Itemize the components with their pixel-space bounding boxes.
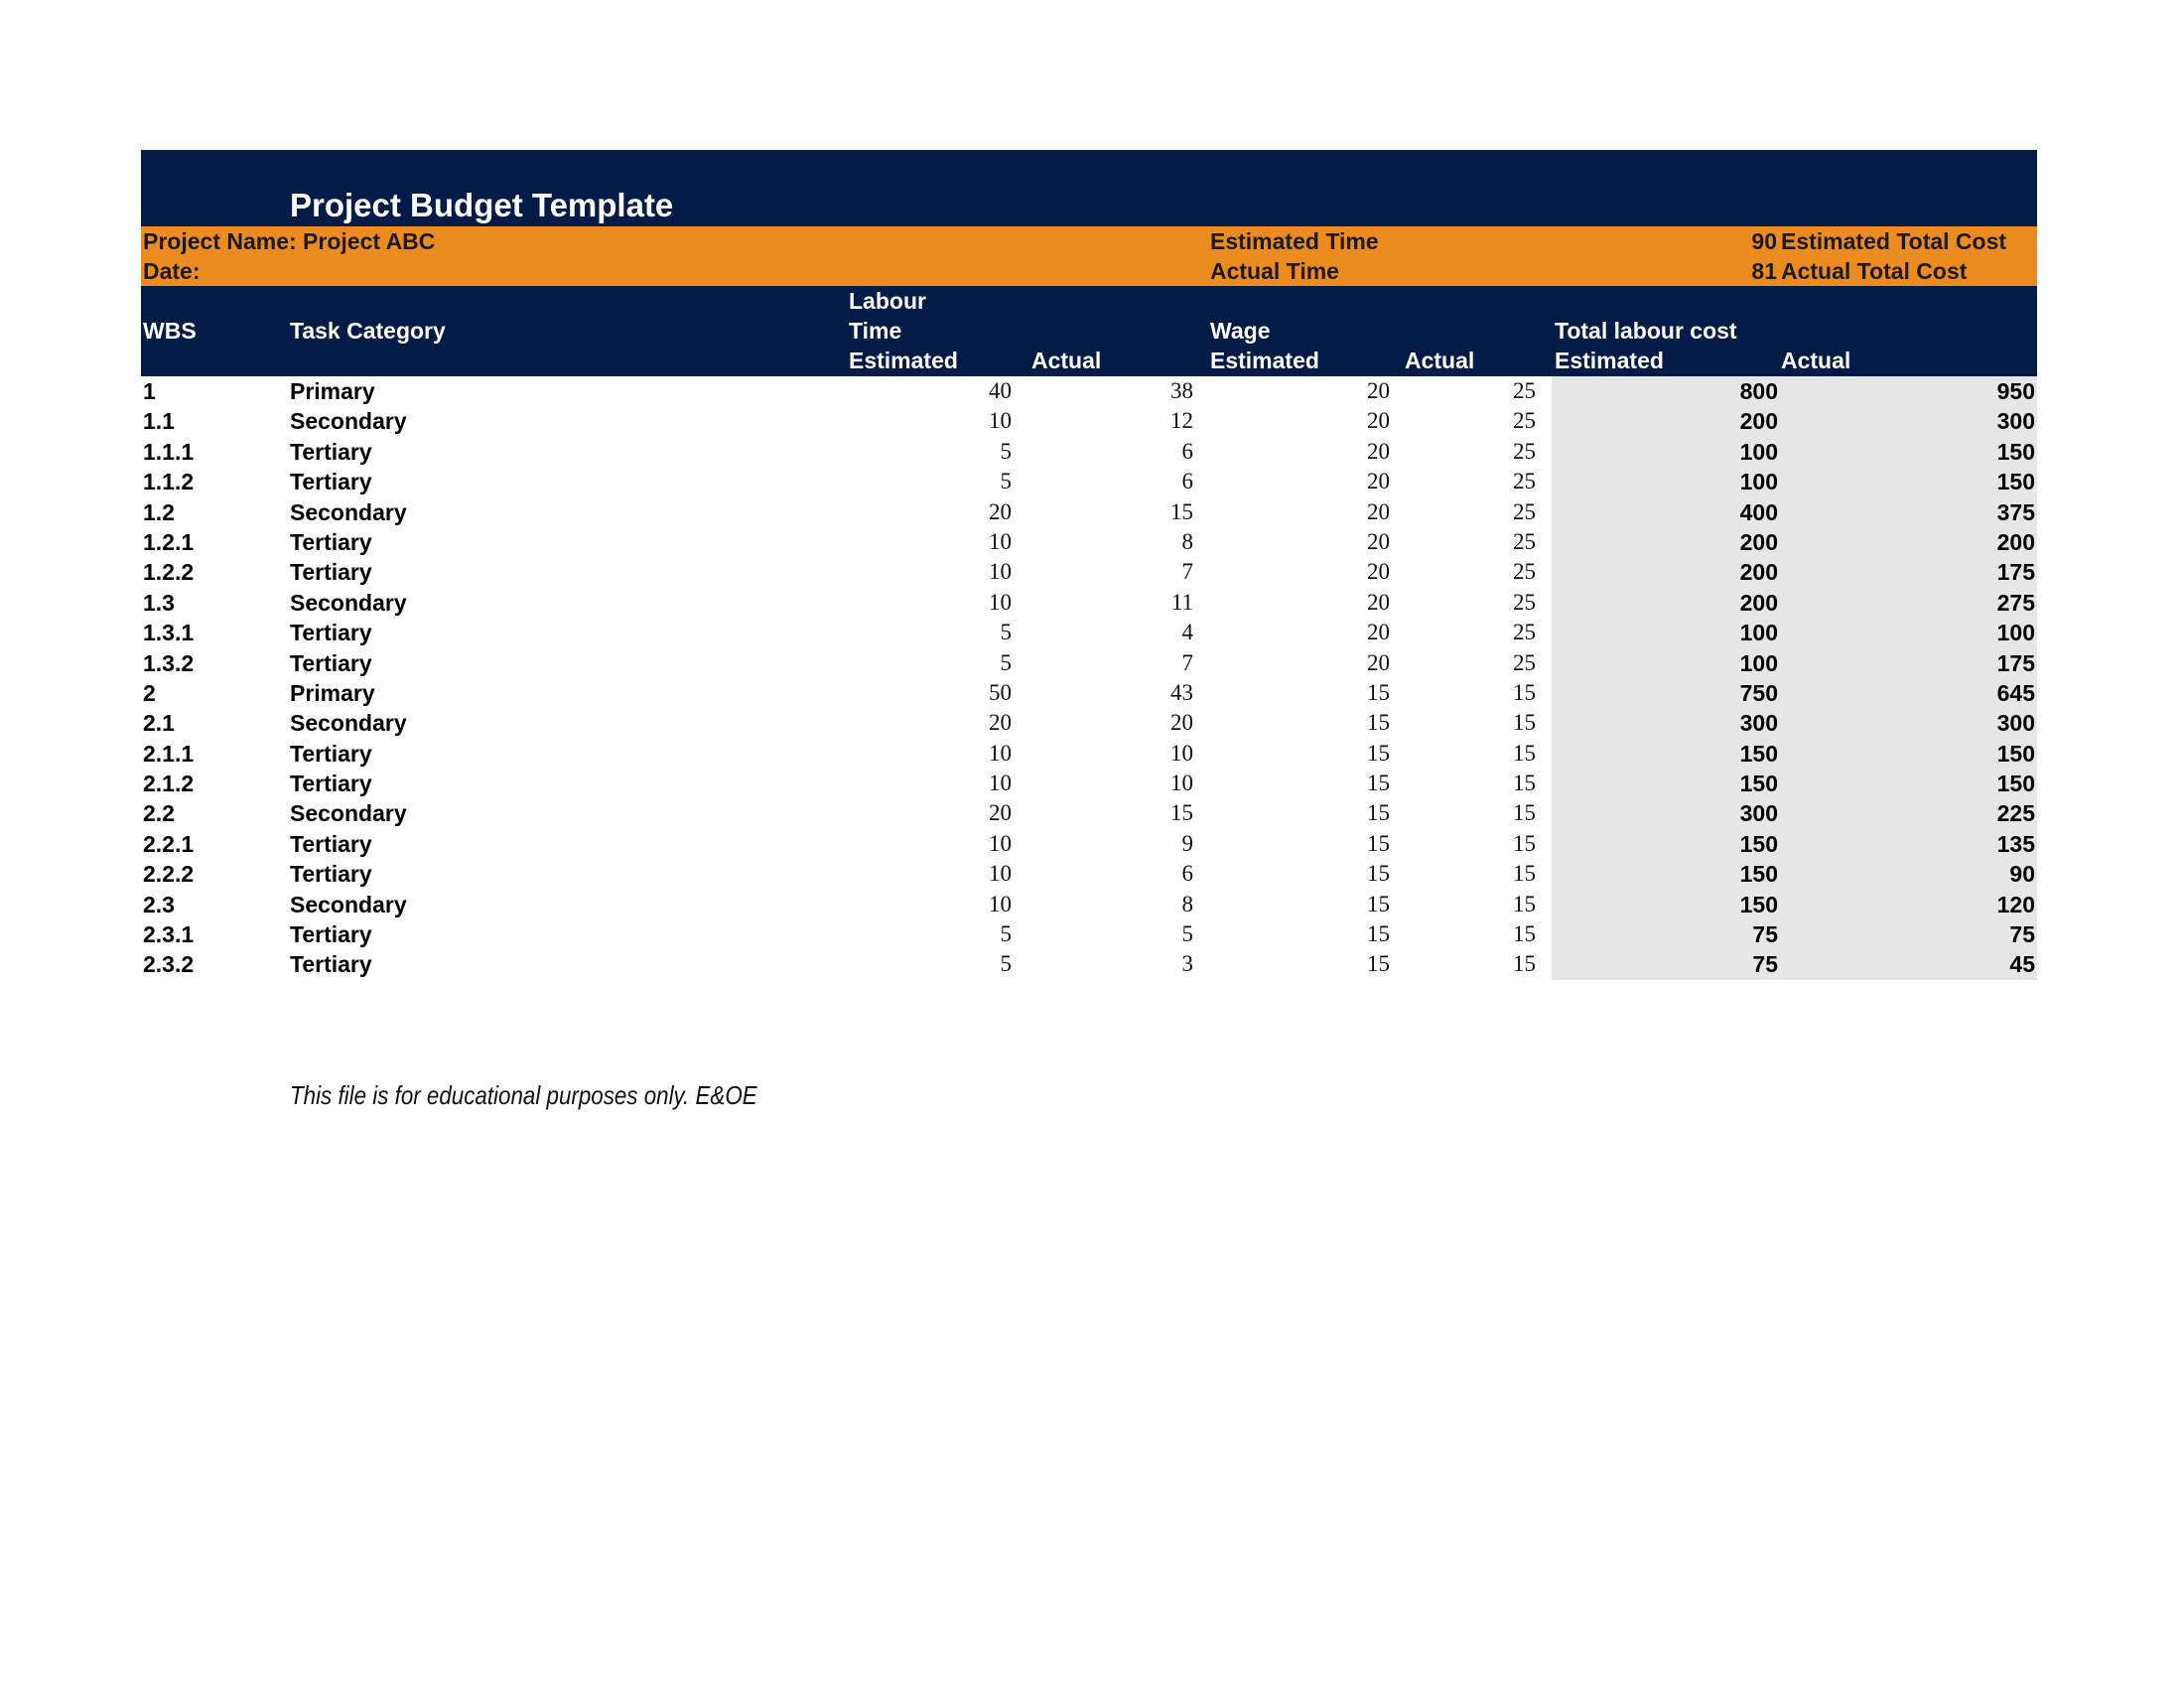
- cost-shading: [1552, 708, 2037, 738]
- time-estimated-cell: 50: [989, 679, 1012, 705]
- wage-actual-cell: 25: [1513, 649, 1536, 675]
- task-category-cell: Tertiary: [290, 528, 372, 555]
- time-estimated-cell: 5: [1000, 649, 1012, 675]
- header-time-actual: Actual: [1031, 348, 1102, 373]
- cost-shading: [1552, 527, 2037, 557]
- cost-shading: [1552, 588, 2037, 618]
- date-label: Date:: [143, 258, 201, 284]
- time-estimated-cell: 10: [989, 830, 1012, 856]
- cost-actual-cell: 200: [1996, 528, 2035, 555]
- time-estimated-cell: 10: [989, 408, 1012, 434]
- wage-actual-cell: 25: [1513, 559, 1536, 585]
- wage-actual-cell: 15: [1513, 679, 1536, 705]
- task-category-cell: Secondary: [290, 589, 407, 616]
- wage-actual-cell: 15: [1513, 830, 1536, 856]
- task-category-cell: Secondary: [290, 498, 407, 525]
- cost-shading: [1552, 497, 2037, 527]
- time-estimated-cell: 5: [1000, 620, 1012, 645]
- task-category-cell: Tertiary: [290, 921, 372, 948]
- wage-estimated-cell: 15: [1367, 921, 1390, 947]
- table-row: [141, 829, 2037, 859]
- time-estimated-cell: 20: [989, 710, 1012, 736]
- cost-actual-cell: 75: [2009, 921, 2035, 948]
- time-estimated-cell: 10: [989, 891, 1012, 916]
- cost-estimated-cell: 75: [1752, 921, 1778, 948]
- table-row: [141, 949, 2037, 979]
- table-header: [141, 286, 2037, 376]
- header-labour: Labour: [849, 288, 926, 314]
- cost-estimated-cell: 150: [1739, 771, 1778, 797]
- table-row: [141, 739, 2037, 769]
- task-category-cell: Secondary: [290, 710, 407, 737]
- header-time-estimated: Estimated: [849, 348, 958, 373]
- wage-estimated-cell: 20: [1367, 498, 1390, 524]
- cost-actual-cell: 150: [1996, 438, 2035, 465]
- cost-estimated-cell: 750: [1739, 679, 1778, 706]
- wage-actual-cell: 25: [1513, 589, 1536, 615]
- task-category-cell: Tertiary: [290, 951, 372, 978]
- time-actual-cell: 9: [1181, 830, 1193, 856]
- wage-estimated-cell: 15: [1367, 679, 1390, 705]
- wage-estimated-cell: 20: [1367, 620, 1390, 645]
- time-actual-cell: 11: [1170, 589, 1193, 615]
- cost-estimated-cell: 150: [1739, 740, 1778, 767]
- wbs-cell: 2.2.1: [143, 830, 195, 857]
- cost-actual-cell: 300: [1996, 408, 2035, 435]
- wbs-cell: 2.1.2: [143, 771, 195, 797]
- wage-actual-cell: 15: [1513, 921, 1536, 947]
- cost-estimated-cell: 200: [1739, 589, 1778, 616]
- task-category-cell: Tertiary: [290, 559, 372, 586]
- task-category-cell: Tertiary: [290, 620, 372, 646]
- table-row: [141, 406, 2037, 436]
- wbs-cell: 1.3.1: [143, 620, 195, 646]
- cost-estimated-cell: 300: [1739, 800, 1778, 827]
- cost-actual-cell: 175: [1996, 559, 2035, 586]
- task-category-cell: Tertiary: [290, 861, 372, 888]
- cost-shading: [1552, 859, 2037, 889]
- time-estimated-cell: 5: [1000, 951, 1012, 977]
- cost-actual-cell: 950: [1996, 378, 2035, 404]
- wage-estimated-cell: 15: [1367, 951, 1390, 977]
- table-row: [141, 618, 2037, 647]
- table-row: [141, 798, 2037, 828]
- cost-actual-cell: 275: [1996, 589, 2035, 616]
- cost-shading: [1552, 890, 2037, 919]
- wage-actual-cell: 25: [1513, 469, 1536, 494]
- table-row: [141, 890, 2037, 919]
- wbs-cell: 2.2.2: [143, 861, 195, 888]
- time-estimated-cell: 5: [1000, 921, 1012, 947]
- header-wbs: WBS: [143, 318, 197, 344]
- cost-estimated-cell: 150: [1739, 891, 1778, 917]
- cost-estimated-cell: 300: [1739, 710, 1778, 737]
- cost-shading: [1552, 678, 2037, 708]
- cost-shading: [1552, 376, 2037, 406]
- cost-shading: [1552, 618, 2037, 647]
- time-estimated-cell: 20: [989, 498, 1012, 524]
- time-actual-cell: 10: [1170, 771, 1193, 796]
- time-estimated-cell: 10: [989, 861, 1012, 887]
- time-actual-cell: 8: [1181, 891, 1193, 916]
- wage-actual-cell: 15: [1513, 891, 1536, 916]
- time-actual-cell: 38: [1170, 378, 1193, 403]
- time-estimated-cell: 5: [1000, 469, 1012, 494]
- time-actual-cell: 12: [1170, 408, 1193, 434]
- time-actual-cell: 6: [1181, 469, 1193, 494]
- task-category-cell: Tertiary: [290, 438, 372, 465]
- estimated-total-cost-label: Estimated Total Cost: [1781, 228, 2007, 254]
- wbs-cell: 2: [143, 679, 156, 706]
- wbs-cell: 2.3.2: [143, 951, 195, 978]
- cost-shading: [1552, 949, 2037, 979]
- table-row: [141, 467, 2037, 496]
- project-name-label: Project Name: Project ABC: [143, 228, 436, 254]
- wage-actual-cell: 25: [1513, 528, 1536, 554]
- time-estimated-cell: 40: [989, 378, 1012, 403]
- time-actual-cell: 6: [1181, 861, 1193, 887]
- actual-total-cost-label: Actual Total Cost: [1781, 258, 1968, 284]
- wage-actual-cell: 25: [1513, 498, 1536, 524]
- wbs-cell: 1: [143, 378, 156, 404]
- time-estimated-cell: 10: [989, 589, 1012, 615]
- cost-actual-cell: 45: [2009, 951, 2035, 978]
- cost-actual-cell: 175: [1996, 649, 2035, 676]
- wbs-cell: 2.1.1: [143, 740, 195, 767]
- table-row: [141, 859, 2037, 889]
- wbs-cell: 1.1: [143, 408, 175, 435]
- cost-actual-cell: 645: [1996, 679, 2035, 706]
- time-estimated-cell: 20: [989, 800, 1012, 826]
- wbs-cell: 2.3.1: [143, 921, 195, 948]
- wage-estimated-cell: 15: [1367, 771, 1390, 796]
- cost-actual-cell: 100: [1996, 620, 2035, 646]
- cost-actual-cell: 150: [1996, 469, 2035, 495]
- header-task-category: Task Category: [290, 318, 446, 344]
- wage-estimated-cell: 15: [1367, 740, 1390, 766]
- wage-estimated-cell: 20: [1367, 469, 1390, 494]
- title-band: [141, 150, 2037, 226]
- wage-estimated-cell: 20: [1367, 649, 1390, 675]
- task-category-cell: Secondary: [290, 800, 407, 827]
- cost-estimated-cell: 200: [1739, 528, 1778, 555]
- header-cost-estimated: Estimated: [1555, 348, 1664, 373]
- project-info-band: [141, 226, 2037, 286]
- cost-actual-cell: 135: [1996, 830, 2035, 857]
- time-actual-cell: 20: [1170, 710, 1193, 736]
- wbs-cell: 1.1.1: [143, 438, 195, 465]
- wbs-cell: 1.3.2: [143, 649, 195, 676]
- cost-actual-cell: 225: [1996, 800, 2035, 827]
- wage-actual-cell: 15: [1513, 800, 1536, 826]
- header-total-labour-cost: Total labour cost: [1555, 318, 1737, 344]
- wage-estimated-cell: 20: [1367, 528, 1390, 554]
- actual-time-value: 81: [1751, 258, 1777, 284]
- time-estimated-cell: 10: [989, 771, 1012, 796]
- cost-estimated-cell: 75: [1752, 951, 1778, 978]
- wbs-cell: 1.2.1: [143, 528, 195, 555]
- wage-estimated-cell: 20: [1367, 378, 1390, 403]
- wage-actual-cell: 15: [1513, 710, 1536, 736]
- cost-actual-cell: 150: [1996, 740, 2035, 767]
- time-actual-cell: 8: [1181, 528, 1193, 554]
- cost-estimated-cell: 100: [1739, 620, 1778, 646]
- actual-time-label: Actual Time: [1210, 258, 1339, 284]
- wage-estimated-cell: 20: [1367, 559, 1390, 585]
- time-estimated-cell: 10: [989, 528, 1012, 554]
- task-category-cell: Tertiary: [290, 649, 372, 676]
- table-row: [141, 527, 2037, 557]
- cost-actual-cell: 375: [1996, 498, 2035, 525]
- cost-shading: [1552, 829, 2037, 859]
- table-row: [141, 708, 2037, 738]
- header-wage: Wage: [1210, 318, 1271, 344]
- task-category-cell: Primary: [290, 679, 375, 706]
- time-actual-cell: 7: [1181, 559, 1193, 585]
- wage-estimated-cell: 20: [1367, 589, 1390, 615]
- time-actual-cell: 43: [1170, 679, 1193, 705]
- wage-actual-cell: 15: [1513, 861, 1536, 887]
- time-actual-cell: 4: [1181, 620, 1193, 645]
- task-category-cell: Primary: [290, 378, 375, 404]
- wage-actual-cell: 15: [1513, 951, 1536, 977]
- cost-shading: [1552, 798, 2037, 828]
- cost-shading: [1552, 648, 2037, 678]
- task-category-cell: Tertiary: [290, 469, 372, 495]
- cost-estimated-cell: 150: [1739, 861, 1778, 888]
- estimated-time-value: 90: [1751, 228, 1777, 254]
- wage-actual-cell: 25: [1513, 378, 1536, 403]
- cost-shading: [1552, 437, 2037, 467]
- table-row: [141, 769, 2037, 798]
- wage-estimated-cell: 15: [1367, 800, 1390, 826]
- cost-actual-cell: 120: [1996, 891, 2035, 917]
- wage-actual-cell: 25: [1513, 408, 1536, 434]
- cost-actual-cell: 150: [1996, 771, 2035, 797]
- task-category-cell: Tertiary: [290, 830, 372, 857]
- cost-shading: [1552, 919, 2037, 949]
- cost-shading: [1552, 769, 2037, 798]
- wbs-cell: 1.3: [143, 589, 175, 616]
- cost-estimated-cell: 200: [1739, 559, 1778, 586]
- wage-estimated-cell: 20: [1367, 438, 1390, 464]
- table-row: [141, 497, 2037, 527]
- cost-shading: [1552, 467, 2037, 496]
- wage-actual-cell: 25: [1513, 438, 1536, 464]
- wbs-cell: 2.1: [143, 710, 175, 737]
- footnote: This file is for educational purposes only. E&OE: [290, 1080, 757, 1110]
- header-wage-estimated: Estimated: [1210, 348, 1319, 373]
- time-actual-cell: 7: [1181, 649, 1193, 675]
- cost-shading: [1552, 739, 2037, 769]
- info-row-actual: [141, 256, 2037, 286]
- wage-estimated-cell: 15: [1367, 830, 1390, 856]
- task-category-cell: Secondary: [290, 408, 407, 435]
- time-actual-cell: 15: [1170, 800, 1193, 826]
- page-title: Project Budget Template: [290, 187, 674, 223]
- task-category-cell: Secondary: [290, 891, 407, 917]
- time-estimated-cell: 10: [989, 559, 1012, 585]
- cost-estimated-cell: 100: [1739, 438, 1778, 465]
- wbs-cell: 1.2.2: [143, 559, 195, 586]
- table-row: [141, 648, 2037, 678]
- time-estimated-cell: 10: [989, 740, 1012, 766]
- wage-estimated-cell: 20: [1367, 408, 1390, 434]
- wage-estimated-cell: 15: [1367, 861, 1390, 887]
- wage-estimated-cell: 15: [1367, 891, 1390, 916]
- time-actual-cell: 15: [1170, 498, 1193, 524]
- estimated-time-label: Estimated Time: [1210, 228, 1379, 254]
- time-actual-cell: 5: [1181, 921, 1193, 947]
- table-row: [141, 678, 2037, 708]
- cost-estimated-cell: 100: [1739, 649, 1778, 676]
- cost-actual-cell: 90: [2009, 861, 2035, 888]
- cost-shading: [1552, 406, 2037, 436]
- cost-estimated-cell: 800: [1739, 378, 1778, 404]
- task-category-cell: Tertiary: [290, 771, 372, 797]
- wage-estimated-cell: 15: [1367, 710, 1390, 736]
- info-row-estimated: [141, 226, 2037, 256]
- table-row: [141, 919, 2037, 949]
- table-row: [141, 588, 2037, 618]
- cost-estimated-cell: 200: [1739, 408, 1778, 435]
- cost-estimated-cell: 150: [1739, 830, 1778, 857]
- table-row: [141, 376, 2037, 406]
- wbs-cell: 1.2: [143, 498, 175, 525]
- time-estimated-cell: 5: [1000, 438, 1012, 464]
- time-actual-cell: 6: [1181, 438, 1193, 464]
- time-actual-cell: 3: [1181, 951, 1193, 977]
- table-body: [141, 376, 2037, 980]
- time-actual-cell: 10: [1170, 740, 1193, 766]
- wbs-cell: 2.2: [143, 800, 175, 827]
- cost-actual-cell: 300: [1996, 710, 2035, 737]
- task-category-cell: Tertiary: [290, 740, 372, 767]
- budget-sheet: [141, 150, 2037, 980]
- table-row: [141, 437, 2037, 467]
- cost-estimated-cell: 100: [1739, 469, 1778, 495]
- header-wage-actual: Actual: [1405, 348, 1475, 373]
- wage-actual-cell: 15: [1513, 740, 1536, 766]
- wage-actual-cell: 25: [1513, 620, 1536, 645]
- wage-actual-cell: 15: [1513, 771, 1536, 796]
- cost-estimated-cell: 400: [1739, 498, 1778, 525]
- cost-shading: [1552, 557, 2037, 587]
- header-time: Time: [849, 318, 902, 344]
- wbs-cell: 1.1.2: [143, 469, 195, 495]
- table-row: [141, 557, 2037, 587]
- header-cost-actual: Actual: [1781, 348, 1851, 373]
- wbs-cell: 2.3: [143, 891, 175, 917]
